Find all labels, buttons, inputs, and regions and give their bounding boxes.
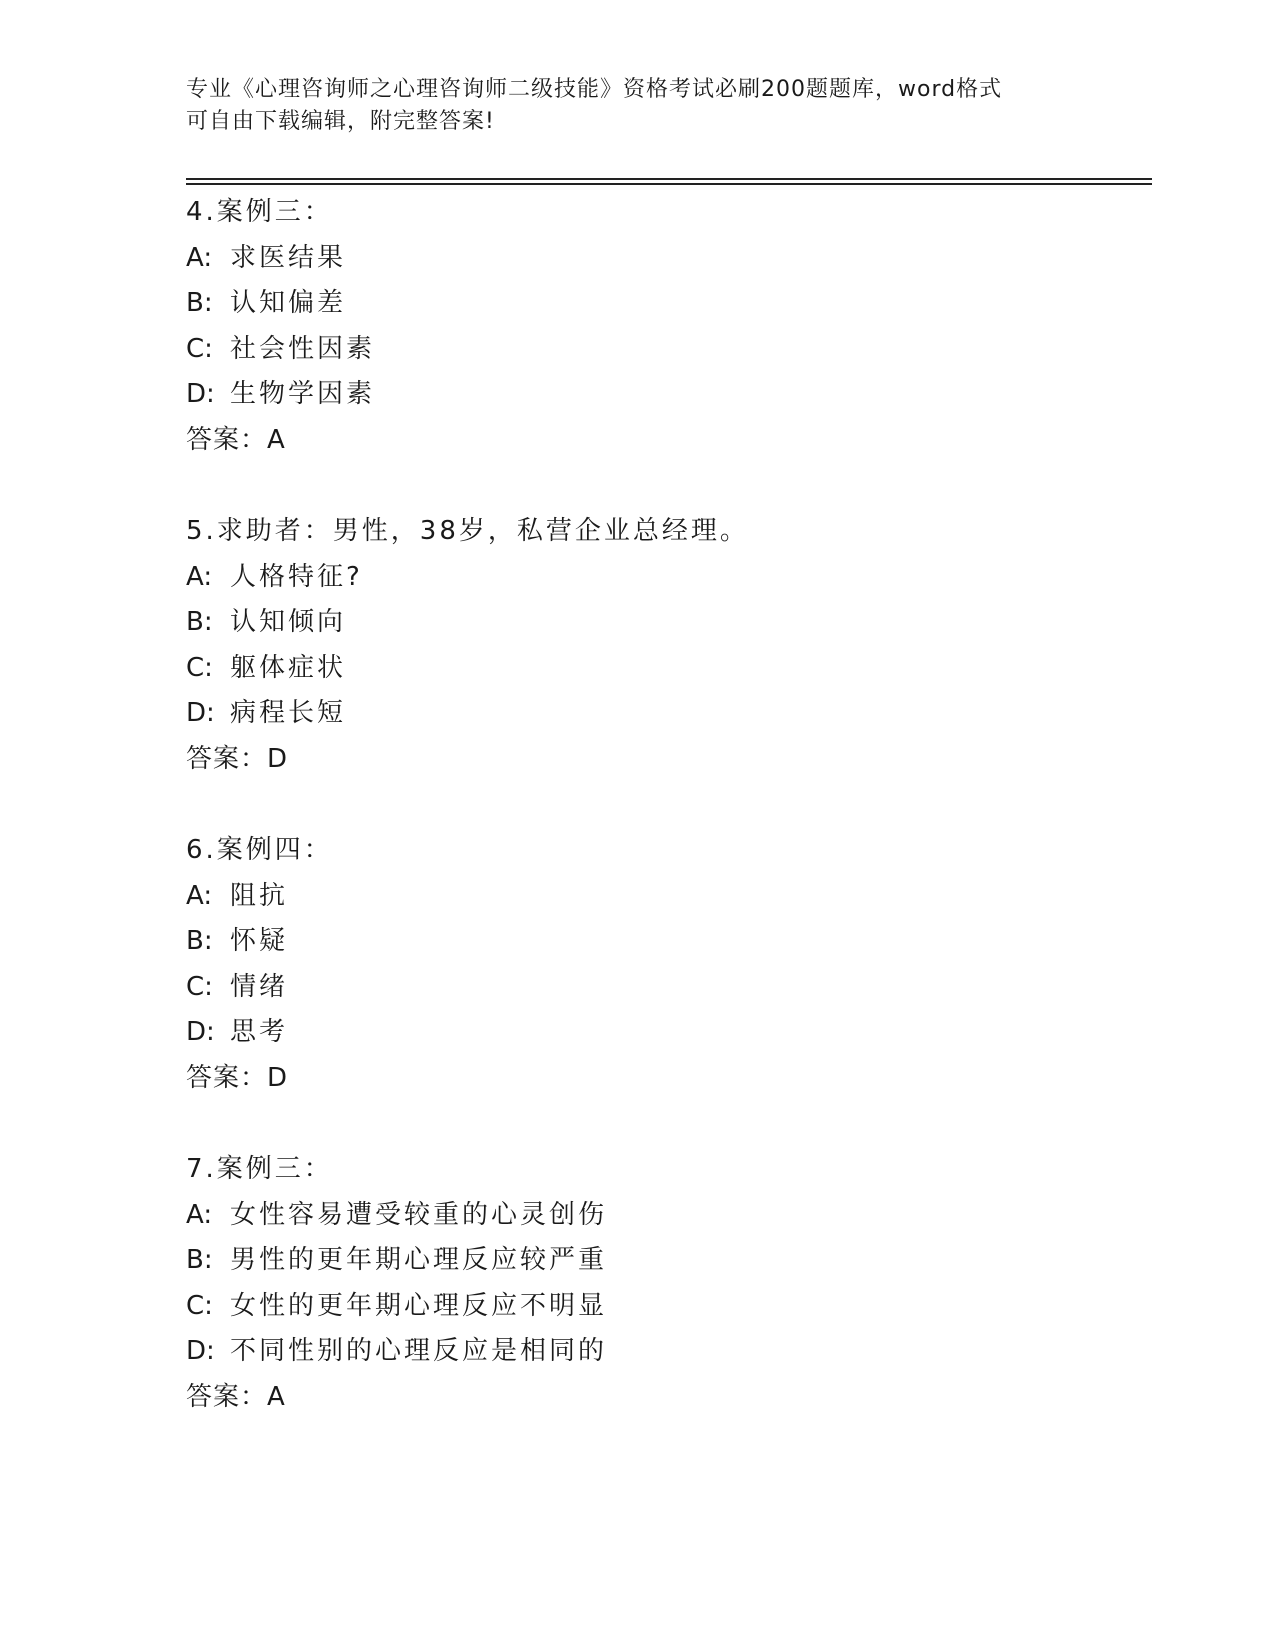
option-text: 生物学因素 bbox=[230, 379, 376, 409]
option-letter: A: bbox=[186, 1199, 213, 1230]
option-letter: A: bbox=[186, 561, 213, 592]
option-text: 女性的更年期心理反应不明显 bbox=[230, 1290, 608, 1321]
option-d bbox=[186, 691, 1152, 737]
option-text: 社会性因素 bbox=[230, 333, 376, 364]
option-text: 女性容易遭受较重的心灵创伤 bbox=[230, 1199, 608, 1230]
option-b bbox=[186, 919, 1152, 965]
option-letter: D: bbox=[186, 379, 215, 409]
question-7 bbox=[186, 1147, 1152, 1420]
option-text: 躯体症状 bbox=[230, 652, 347, 683]
option-letter: B: bbox=[186, 607, 213, 637]
option-text: 男性的更年期心理反应较严重 bbox=[230, 1245, 608, 1275]
question-4 bbox=[186, 190, 1152, 463]
option-letter: B: bbox=[186, 926, 213, 956]
option-d bbox=[186, 1329, 1152, 1375]
option-text: 求医结果 bbox=[230, 242, 347, 273]
answer-line: 答案：D bbox=[186, 743, 289, 774]
header-line-1: 专业《心理咨询师之心理咨询师二级技能》资格考试必刷200题题库，word格式 bbox=[186, 77, 1003, 102]
option-b bbox=[186, 600, 1152, 646]
question-stem: 6.案例四： bbox=[186, 835, 333, 865]
option-letter: C: bbox=[186, 1290, 213, 1321]
option-d bbox=[186, 1010, 1152, 1056]
option-a bbox=[186, 1193, 1152, 1239]
option-text: 情绪 bbox=[230, 971, 289, 1002]
option-letter: B: bbox=[186, 1245, 213, 1275]
option-d bbox=[186, 372, 1152, 418]
option-letter: C: bbox=[186, 971, 213, 1002]
question-list bbox=[186, 190, 1152, 1466]
option-b bbox=[186, 281, 1152, 327]
option-text: 认知倾向 bbox=[230, 607, 347, 637]
option-letter: A: bbox=[186, 880, 213, 911]
option-letter: D: bbox=[186, 698, 215, 728]
document-header bbox=[186, 74, 1086, 138]
option-a bbox=[186, 555, 1152, 601]
option-c bbox=[186, 1284, 1152, 1330]
question-stem: 4.案例三： bbox=[186, 197, 333, 227]
answer-line: 答案：A bbox=[186, 424, 286, 455]
option-text: 不同性别的心理反应是相同的 bbox=[230, 1336, 608, 1366]
option-letter: B: bbox=[186, 288, 213, 318]
option-letter: C: bbox=[186, 652, 213, 683]
header-divider-top bbox=[186, 178, 1152, 180]
option-c bbox=[186, 965, 1152, 1011]
option-letter: C: bbox=[186, 333, 213, 364]
question-stem: 7.案例三： bbox=[186, 1154, 333, 1184]
option-text: 人格特征? bbox=[230, 561, 363, 592]
option-c bbox=[186, 646, 1152, 692]
option-text: 怀疑 bbox=[230, 926, 289, 956]
option-text: 病程长短 bbox=[230, 698, 347, 728]
option-text: 阻抗 bbox=[230, 880, 289, 911]
option-a bbox=[186, 236, 1152, 282]
option-b bbox=[186, 1238, 1152, 1284]
option-letter: A: bbox=[186, 242, 213, 273]
question-stem: 5.求助者：男性，38岁，私营企业总经理。 bbox=[186, 516, 749, 546]
option-text: 思考 bbox=[230, 1017, 289, 1047]
question-6 bbox=[186, 828, 1152, 1101]
option-a bbox=[186, 874, 1152, 920]
header-line-2: 可自由下载编辑，附完整答案! bbox=[186, 109, 495, 134]
answer-line: 答案：A bbox=[186, 1381, 286, 1412]
header-divider-bottom bbox=[186, 183, 1152, 185]
question-5 bbox=[186, 509, 1152, 782]
option-letter: D: bbox=[186, 1336, 215, 1366]
option-c bbox=[186, 327, 1152, 373]
answer-line: 答案：D bbox=[186, 1062, 289, 1093]
option-text: 认知偏差 bbox=[230, 288, 347, 318]
option-letter: D: bbox=[186, 1017, 215, 1047]
